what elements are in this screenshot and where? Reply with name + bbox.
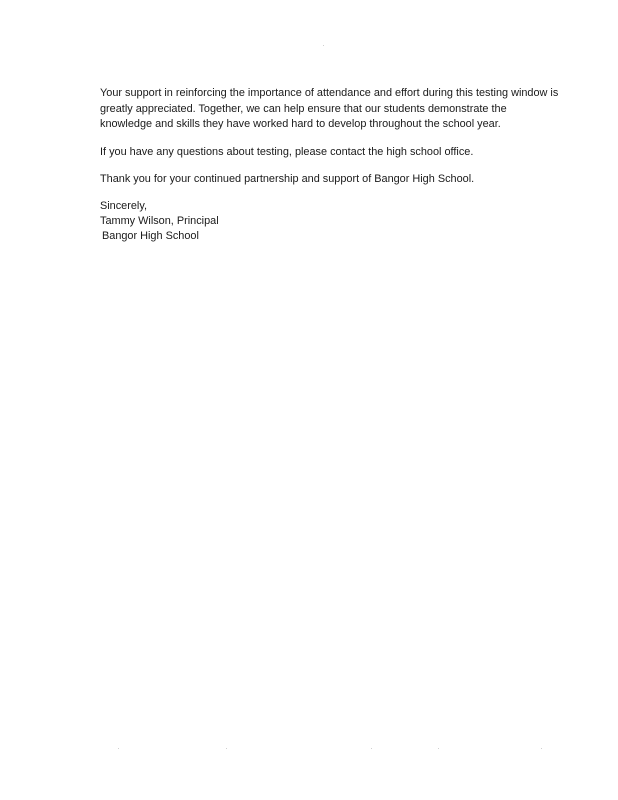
scan-speck <box>226 748 227 749</box>
signer-name: Tammy Wilson, Principal <box>100 215 219 227</box>
letter-paragraph-thanks: Thank you for your continued partnership and support of Bangor High School. <box>100 173 475 185</box>
letter-signature-block <box>100 199 219 244</box>
scan-speck <box>438 748 439 749</box>
letter-paragraph-questions: If you have any questions about testing, please contact the high school office. <box>100 146 474 158</box>
scan-speck <box>541 748 542 749</box>
scan-speck <box>371 748 372 749</box>
closing-salutation: Sincerely, <box>100 200 148 212</box>
scan-speck <box>118 748 119 749</box>
letter-paragraph-support: Your support in reinforcing the importance of attendance and effort during this testing window is greatly appreciated. Together, we can help ensure that our students demonstrate the knowledge and skills they have worked hard to develop throughout the school year. <box>100 87 559 131</box>
scan-speck <box>323 45 324 46</box>
signer-school: Bangor High School <box>102 230 199 242</box>
